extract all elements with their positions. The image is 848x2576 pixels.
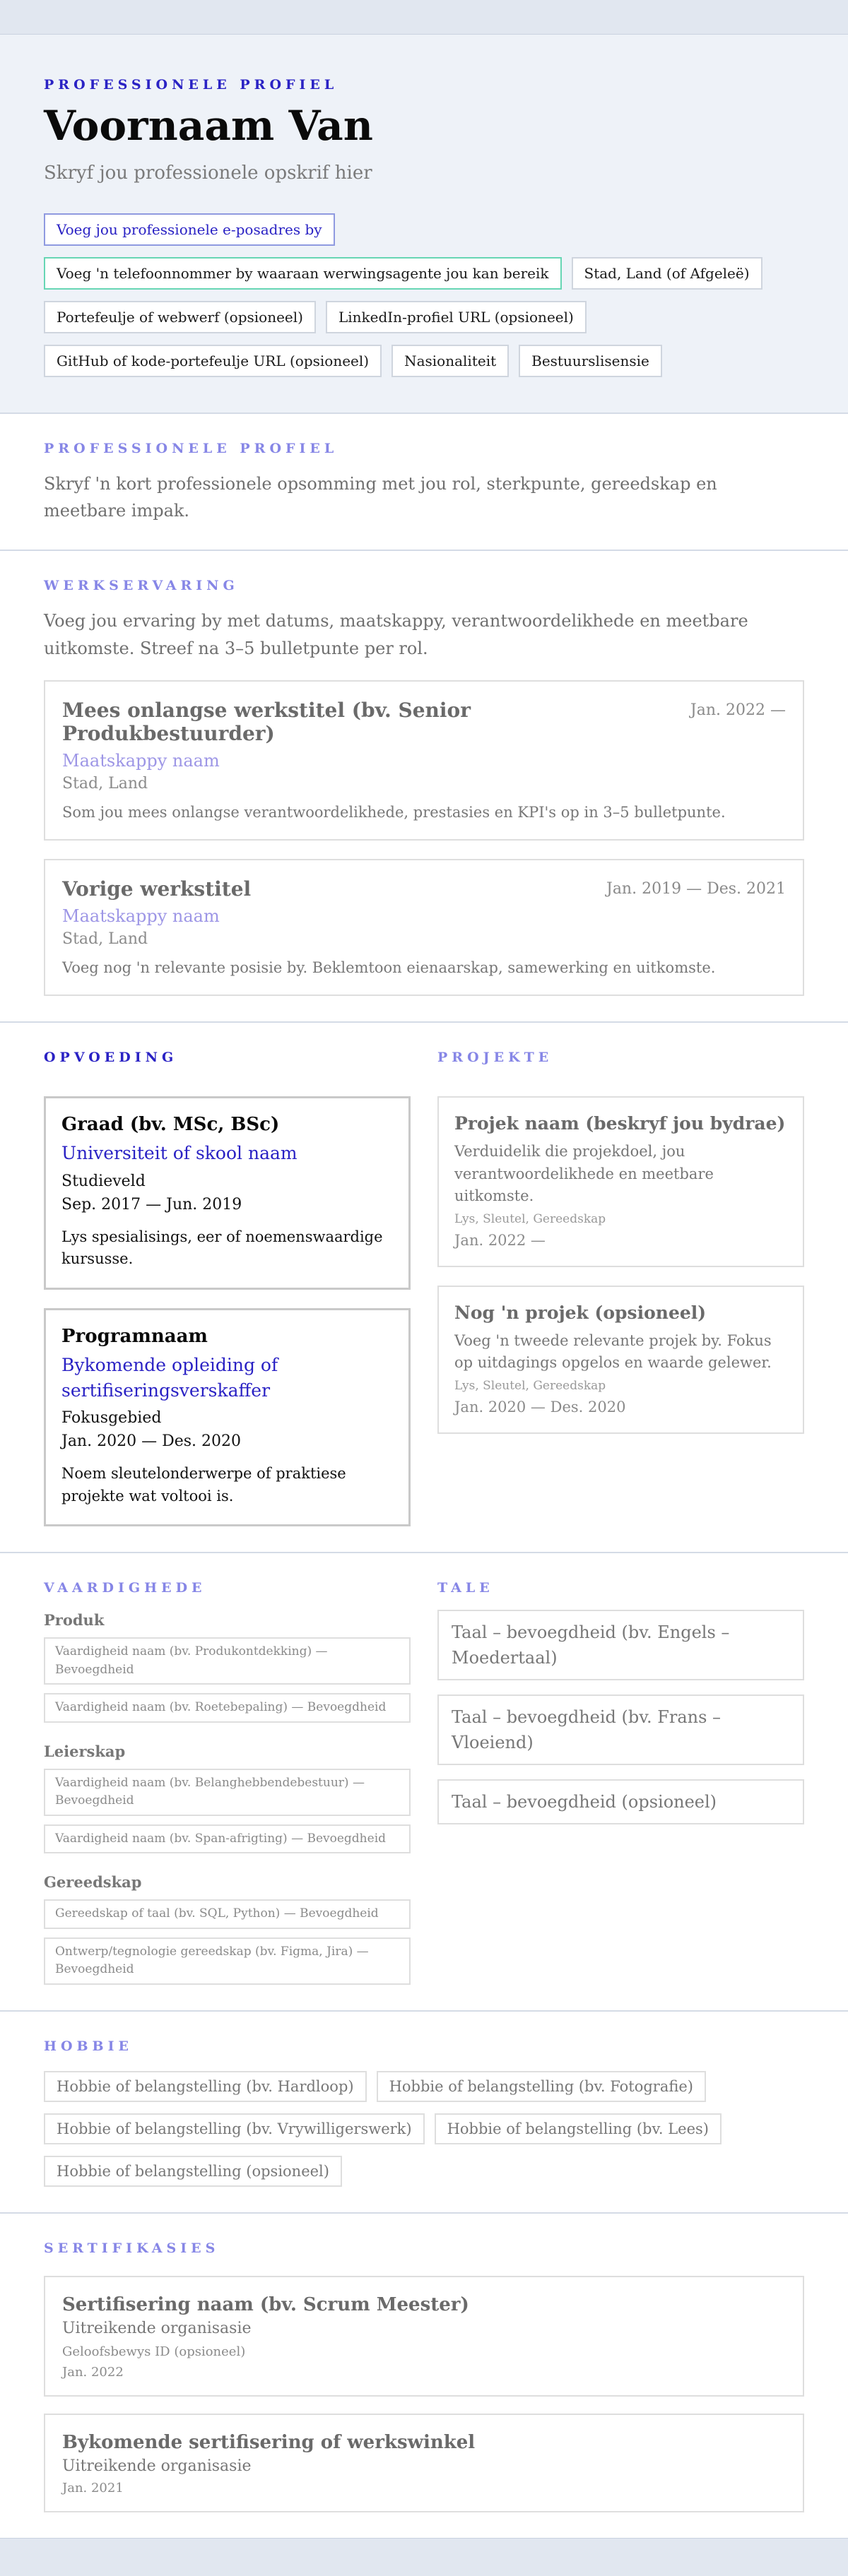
project-dates: Jan. 2022 — — [454, 1231, 546, 1249]
full-name: Voornaam Van — [44, 102, 373, 150]
skill-item: Ontwerp/tegnologie gereedskap (bv. Figma, Jira) — Bevoegdheid — [44, 1937, 411, 1985]
hobby-chip: Hobbie of belangstelling (bv. Fotografie) — [377, 2071, 706, 2102]
project-card — [437, 1096, 804, 1267]
experience-heading: WERKSERVARING — [44, 578, 239, 594]
hobby-list — [44, 2071, 804, 2187]
degree: Programnaam — [61, 1325, 208, 1347]
education-dates: Sep. 2017 — Jun. 2019 — [61, 1195, 242, 1213]
experience-intro: Voeg jou ervaring by met datums, maatskappy, verantwoordelikhede en meetbare uitkomste. Streef na 3–5 bulletpunte per rol. — [44, 611, 748, 658]
certifications-heading: SERTIFIKASIES — [44, 2240, 220, 2256]
certification-title: Bykomende sertifisering of werkswinkel — [62, 2431, 476, 2453]
job-location: Stad, Land — [62, 930, 148, 949]
contact-row-2 — [44, 257, 804, 290]
certification-card — [44, 2414, 804, 2512]
hobby-chip: Hobbie of belangstelling (opsioneel) — [44, 2156, 342, 2187]
languages-heading: TALE — [437, 1580, 494, 1596]
contact-row-4 — [44, 345, 804, 377]
hobby-chip: Hobbie of belangstelling (bv. Lees) — [435, 2113, 722, 2144]
location-chip: Stad, Land (of Afgeleë) — [572, 257, 762, 290]
languages-column — [437, 1580, 804, 1985]
credential-id: Geloofsbewys ID (opsioneel) — [62, 2344, 246, 2359]
contact-row-1 — [44, 213, 804, 246]
certification-issuer: Uitreikende organisasie — [62, 2319, 252, 2337]
skill-group-label: Produk — [44, 1611, 105, 1629]
job-company: Maatskappy naam — [62, 751, 220, 771]
resume-page — [0, 34, 848, 2539]
education-projects-section — [0, 1023, 848, 1553]
school-name: Bykomende opleiding of sertifiseringsverskaffer — [61, 1354, 278, 1401]
degree: Graad (bv. MSc, BSc) — [61, 1114, 280, 1136]
contact-row-3 — [44, 301, 804, 333]
skill-item: Vaardigheid naam (bv. Roetebepaling) — Bevoegdheid — [44, 1693, 411, 1723]
language-item: Taal – bevoegdheid (opsioneel) — [437, 1779, 804, 1824]
job-dates: Jan. 2019 — Des. 2021 — [606, 880, 786, 898]
hobby-chip: Hobbie of belangstelling (bv. Vrywilligerswerk) — [44, 2113, 425, 2144]
field-of-study: Fokusgebied — [61, 1409, 162, 1427]
summary-section — [0, 414, 848, 552]
certification-date: Jan. 2022 — [62, 2364, 124, 2380]
project-title: Nog 'n projek (opsioneel) — [454, 1302, 707, 1323]
github-link[interactable]: GitHub of kode-portefeulje URL (opsioneel) — [44, 345, 382, 377]
summary-text: Skryf 'n kort professionele opsomming met jou rol, sterkpunte, gereedskap en meetbare impak. — [44, 473, 717, 521]
skill-item: Vaardigheid naam (bv. Produkontdekking) — Bevoegdheid — [44, 1637, 411, 1685]
school-name: Universiteit of skool naam — [61, 1143, 298, 1164]
hobbies-heading: HOBBIE — [44, 2038, 133, 2054]
skill-item: Gereedskap of taal (bv. SQL, Python) — Bevoegdheid — [44, 1899, 411, 1929]
nationality-chip: Nasionaliteit — [391, 345, 509, 377]
job-location: Stad, Land — [62, 775, 148, 793]
skill-item: Vaardigheid naam (bv. Belanghebbendebestuur) — Bevoegdheid — [44, 1769, 411, 1816]
language-item: Taal – bevoegdheid (bv. Frans – Vloeiend) — [437, 1694, 804, 1765]
education-note: Lys spesialisings, eer of noemenswaardige kursusse. — [61, 1228, 383, 1267]
job-description: Som jou mees onlangse verantwoordelikhede, prestasies en KPI's op in 3–5 bulletpunte. — [62, 804, 726, 821]
certification-card — [44, 2276, 804, 2397]
certification-date: Jan. 2021 — [62, 2480, 124, 2495]
project-title: Projek naam (beskryf jou bydrae) — [454, 1113, 786, 1134]
projects-column — [437, 1050, 804, 1526]
portfolio-link[interactable]: Portefeulje of webwerf (opsioneel) — [44, 301, 316, 333]
project-dates: Jan. 2020 — Des. 2020 — [454, 1398, 626, 1415]
certifications-section — [0, 2214, 848, 2538]
hobby-chip: Hobbie of belangstelling (bv. Hardloop) — [44, 2071, 367, 2102]
field-of-study: Studieveld — [61, 1172, 146, 1190]
linkedin-link[interactable]: LinkedIn-profiel URL (opsioneel) — [326, 301, 587, 333]
job-card — [44, 859, 804, 996]
professional-headline: Skryf jou professionele opskrif hier — [44, 162, 372, 184]
certification-title: Sertifisering naam (bv. Scrum Meester) — [62, 2293, 469, 2315]
header-kicker: PROFESSIONELE PROFIEL — [44, 77, 338, 93]
language-item: Taal – bevoegdheid (bv. Engels – Moedertaal) — [437, 1610, 804, 1680]
education-card — [44, 1096, 411, 1289]
email-link[interactable]: Voeg jou professionele e-posadres by — [44, 213, 335, 246]
skill-group-label: Leierskap — [44, 1742, 126, 1760]
project-description: Voeg 'n tweede relevante projek by. Fokus op uitdagings opgelos en waarde gelewer. — [454, 1331, 772, 1372]
certification-issuer: Uitreikende organisasie — [62, 2457, 252, 2475]
education-card — [44, 1308, 411, 1527]
job-card — [44, 680, 804, 841]
projects-heading: PROJEKTE — [437, 1050, 553, 1066]
project-tags: Lys, Sleutel, Gereedskap — [454, 1378, 606, 1393]
job-title: Mees onlangse werkstitel (bv. Senior Produkbestuurder) — [62, 699, 471, 746]
resume-header — [0, 35, 848, 414]
phone-link[interactable]: Voeg 'n telefoonnommer by waaraan werwingsagente jou kan bereik — [44, 257, 562, 290]
education-dates: Jan. 2020 — Des. 2020 — [61, 1432, 241, 1450]
education-note: Noem sleutelonderwerpe of praktiese projekte wat voltooi is. — [61, 1465, 346, 1504]
project-card — [437, 1286, 804, 1434]
skills-column — [44, 1580, 411, 1985]
job-title: Vorige werkstitel — [62, 877, 252, 901]
project-description: Verduidelik die projekdoel, jou verantwoordelikhede en meetbare uitkomste. — [454, 1143, 714, 1205]
skill-item: Vaardigheid naam (bv. Span-afrigting) — Bevoegdheid — [44, 1824, 411, 1854]
job-description: Voeg nog 'n relevante posisie by. Beklemtoon eienaarskap, samewerking en uitkomste. — [62, 959, 716, 977]
education-heading: OPVOEDING — [44, 1050, 178, 1066]
experience-section — [0, 551, 848, 1023]
skill-group-label: Gereedskap — [44, 1873, 142, 1891]
license-chip: Bestuurslisensie — [519, 345, 662, 377]
skills-heading: VAARDIGHEDE — [44, 1580, 206, 1596]
summary-heading: PROFESSIONELE PROFIEL — [44, 440, 338, 456]
education-column — [44, 1050, 411, 1526]
skills-languages-section — [0, 1553, 848, 2012]
job-company: Maatskappy naam — [62, 906, 220, 927]
hobbies-section — [0, 2012, 848, 2214]
job-dates: Jan. 2022 — — [690, 701, 786, 720]
project-tags: Lys, Sleutel, Gereedskap — [454, 1211, 606, 1226]
